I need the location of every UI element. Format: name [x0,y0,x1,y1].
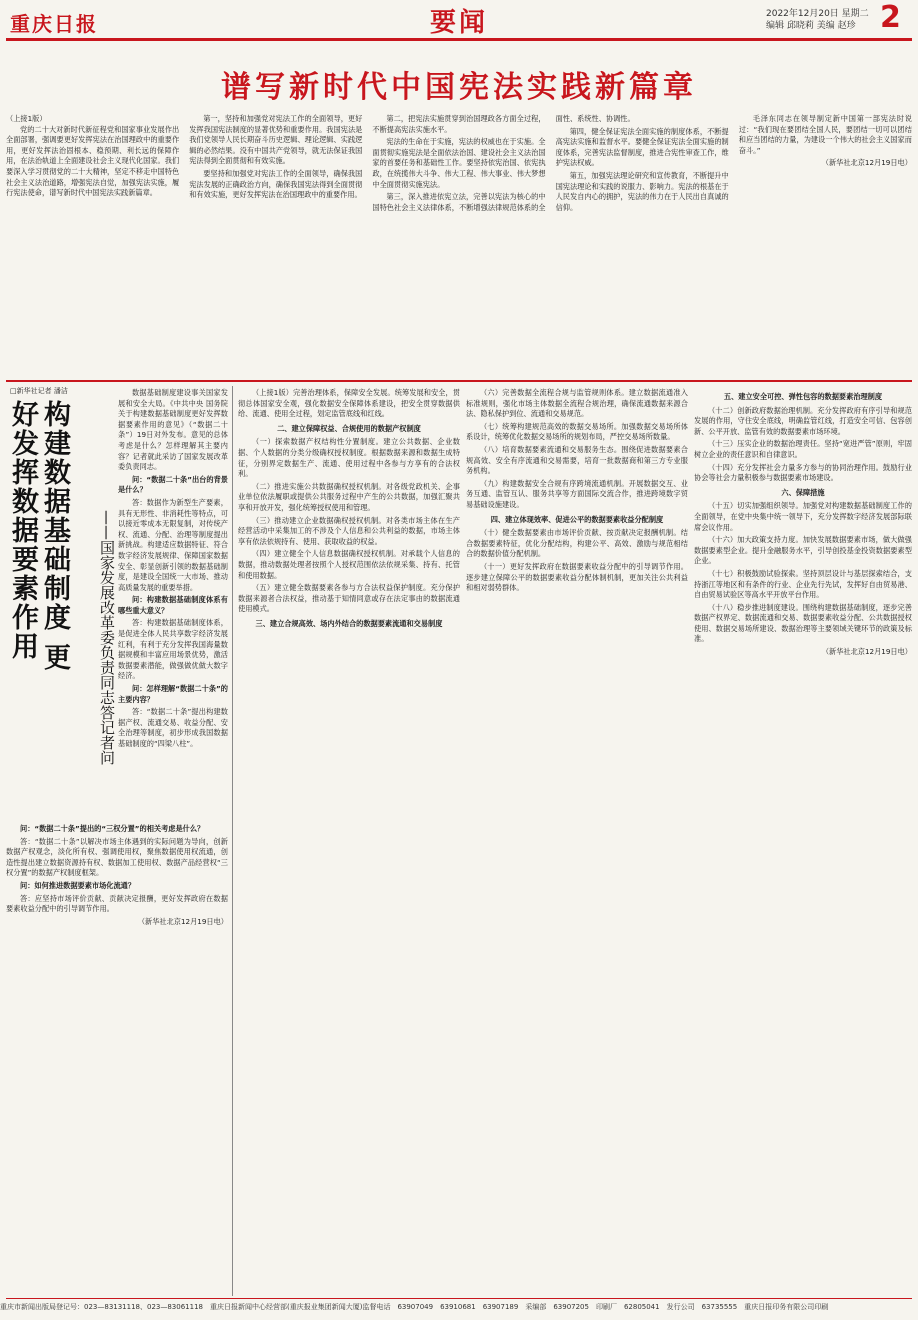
paragraph: （五）建立健全数据要素各参与方合法权益保护制度。充分保护数据来源者合法权益，推动基于知情同意或存在法定事由的数据流通使用模式。 [238,583,460,614]
paragraph: （十六）加大政策支持力度。加快发展数据要素市场，做大做强数据要素型企业。提升金融服务水平，引导创投基金投资数据要素型企业。 [694,535,912,566]
section-heading: 五、建立安全可控、弹性包容的数据要素治理制度 [723,392,883,401]
byline: □新华社记者 潘洁 [10,387,68,395]
article1-body [6,114,912,376]
editors-line: 编辑 邱晓莉 美编 赵珍 [766,21,856,31]
paragraph: 毛泽东同志在领导制定新中国第一部宪法时说过：“我们现在要团结全国人民，要团结一切可以团结和应当团结的力量，为建设一个伟大的社会主义国家而奋斗。” [738,114,912,155]
paragraph: （十）健全数据要素由市场评价贡献、按贡献决定报酬机制。结合数据要素特征，优化分配结构，构建公平、高效、激励与规范相结合的数据价值分配机制。 [466,528,688,559]
paragraph: 第四，健全保证宪法全面实施的制度体系，不断提高宪法实施和监督水平。要健全保证宪法全面实施的制度体系，完善宪法监督制度，推进合宪性审查工作，维护宪法权威。 [555,126,729,168]
paragraph: （八）培育数据要素流通和交易服务生态。围绕促进数据要素合规高效、安全有序流通和交易需要，培育一批数据商和第三方专业服务机构。 [466,444,688,476]
paragraph: （九）构建数据安全合规有序跨境流通机制。开展数据交互、业务互通、监管互认、服务共享等方面国际交流合作，推进跨境数字贸易基础设施建设。 [466,478,688,509]
paragraph: （一）探索数据产权结构性分置制度。建立公共数据、企业数据、个人数据的分类分级确权授权制度。根据数据来源和数据生成特征，分别界定数据生产、流通、使用过程中各参与方享有的合法权利。 [238,437,460,479]
body-column-3 [694,388,912,1296]
date-block [766,8,869,32]
footer: 重庆市新闻出版局登记号：023—83131118、023—83061118 重庆日报新闻中心经营部(重庆报业集团新闻大厦)监督电话 63907049 63910681 63907189 采编部 63907205 印刷厂 62805041 发行公司 63735555 重庆日报印务有限公司印刷 [0,1303,829,1311]
interview-title: 构建数据基础制度 更好发挥数据要素作用 [7,400,70,673]
issue-date: 2022年12月20日 星期二 [766,9,869,19]
newspaper-logo: 重庆日报 [10,12,98,36]
section-heading: 六、保障措施 [781,487,825,497]
answer: 答：“数据二十条”提出构建数据产权、流通交易、收益分配、安全治理等制度，初步形成我国数据基础制度的“四梁八柱”。 [118,707,228,748]
paragraph: 第二，把宪法实施贯穿到治国理政各方面全过程，不断提高宪法实施水平。 [372,114,546,134]
top-divider [6,38,912,41]
question: 问：“数据二十条”出台的背景是什么？ [118,474,228,495]
paragraph: 第一，坚持和加强党对宪法工作的全面领导，更好发挥我国宪法制度的显著优势和重要作用。我国宪法是我们党领导人民长期奋斗历史逻辑、理论逻辑、实践逻辑的必然结果。没有中国共产党领导，就无法保证我国宪法得到全面贯彻和有效实施。 [189,114,363,166]
paragraph: （六）完善数据全流程合规与监管规则体系。建立数据流通准入标准规则，强化市场主体数据全流程合规治理，确保流通数据来源合法、隐私保护到位、流通和交易规范。 [466,388,688,419]
answer: 答：数据作为新型生产要素，具有无形性、非消耗性等特点，可以接近零成本无限复制，对传统产权、流通、分配、治理等制度提出新挑战。构建适应数据特征、符合数字经济发展规律、保障国家数据安全、彰显创新引领的数据基础制度，是建设全国统一大市场、推动高质量发展的重要举措。 [118,497,228,592]
section-divider [6,380,912,382]
masthead [0,0,918,40]
interview-intro [118,388,228,818]
headline: 谱写新时代中国宪法实践新篇章 [221,70,697,105]
answer: 答：应坚持市场评价贡献、贡献决定报酬，更好发挥政府在数据要素收益分配中的引导调节作用。 [6,893,228,914]
article1-text [6,114,912,213]
interview-qa-lower [6,824,228,1294]
paragraph: 宪法的生命在于实施，宪法的权威也在于实施。全面贯彻实施宪法是全面依法治国、建设社会主义法治国家的首要任务和基础性工作。要坚持依宪治国、依宪执政，在统揽伟大斗争、伟大工程、伟大事业、伟大梦想中全面贯彻实施宪法。 [372,137,546,189]
paragraph: （四）建立健全个人信息数据确权授权机制。对承载个人信息的数据，推动数据处理者按照个人授权范围依法依规采集、持有、托管和使用数据。 [238,549,460,580]
body-column-1 [238,388,460,1296]
paragraph: （十一）更好发挥政府在数据要素收益分配中的引导调节作用。逐步建立保障公平的数据要素收益分配体制机制，更加关注公共利益和相对弱势群体。 [466,561,688,593]
paragraph: 第三，深入推进依宪立法，完善以宪法为核心的中国特色社会主义法律体系，不断增强法律规范体系的全面性、系统性、协调性。 [372,114,635,212]
intro-paragraph: 数据基础制度建设事关国家发展和安全大局。《中共中央 国务院关于构建数据基础制度更好发挥数据要素作用的意见》（“数据二十条”）19日对外发布。意见的总体考虑是什么？怎样理解其主要内容？记者就此采访了国家发展改革委负责同志。 [118,388,228,472]
question: 问：“数据二十条”提出的“三权分置”的相关考虑是什么？ [20,824,205,833]
paragraph: 党的二十大对新时代新征程党和国家事业发展作出全面部署，强调要更好发挥宪法在治国理政中的重要作用，更好发挥法治固根本、稳预期、利长远的保障作用，在法治轨道上全面建设社会主义现代化国家。我们要深入学习贯彻党的二十大精神，坚定不移走中国特色社会主义法治道路，增强宪法自觉，加强宪法实施，履行宪法使命，谱写新时代中国宪法实践新篇章。 [6,124,180,198]
question: 问：构建数据基础制度体系有哪些重大意义？ [118,595,228,615]
paragraph: （上接1版）完善治理体系，保障安全发展。统筹发展和安全，贯彻总体国家安全观，强化数据安全保障体系建设，把安全贯穿数据供给、流通、使用全过程，划定监管底线和红线。 [238,388,460,419]
interview-end: （新华社北京12月19日电） [137,916,228,926]
paragraph: （十四）充分发挥社会力量多方参与的协同治理作用。鼓励行业协会等社会力量积极参与数据要素市场建设。 [694,462,912,483]
paragraph: （十七）积极鼓励试验探索。坚持顶层设计与基层探索结合，支持浙江等地区和有条件的行业、企业先行先试，发挥好自由贸易港、自由贸易试验区等高水平开放平台作用。 [694,568,912,600]
section-heading: 二、建立保障权益、合规使用的数据产权制度 [277,423,421,433]
page-number: 2 [880,0,901,35]
paragraph: （十三）压实企业的数据治理责任。坚持“宽进严管”原则，牢固树立企业的责任意识和自律意识。 [694,439,912,459]
section-title: 要闻 [430,8,489,38]
paragraph: 第五，加强宪法理论研究和宣传教育，不断提升中国宪法理论和实践的说服力、影响力。宪法的根基在于人民发自内心的拥护，宪法的伟力在于人民出自真诚的信仰。 [555,170,729,212]
interview-subtitle: ——国家发展改革委负责同志答记者问 [98,510,116,765]
paragraph: （二）推进实施公共数据确权授权机制。对各级党政机关、企事业单位依法履职或提供公共服务过程中产生的公共数据，加强汇聚共享和开放开发，强化统筹授权使用和管理。 [238,481,460,512]
paragraph: （七）统筹构建规范高效的数据交易场所。加强数据交易场所体系设计，统筹优化数据交易场所的规划布局，严控交易场所数量。 [466,421,688,442]
paragraph: （十二）创新政府数据治理机制。充分发挥政府有序引导和规范发展的作用，守住安全底线，明确监管红线，打造安全可信、包容创新、公平开放、监管有效的数据要素市场环境。 [694,405,912,436]
dateline-end: （新华社北京12月19日电） [821,158,912,168]
answer: 答：构建数据基础制度体系，是促进全体人民共享数字经济发展红利，有利于充分发挥我国海量数据规模和丰富应用场景优势，激活数据要素潜能，做强做优做大数字经济。 [118,618,228,681]
section-heading: 三、建立合规高效、场内外结合的数据要素流通和交易制度 [255,618,443,628]
section-heading: 四、建立体现效率、促进公平的数据要素收益分配制度 [490,514,664,524]
paragraph: 要坚持和加强党对宪法工作的全面领导，确保我国宪法发展的正确政治方向，确保我国宪法得到全面贯彻和有效实施，更好发挥宪法在治国理政中的重要作用。 [189,168,363,200]
paragraph: （十八）稳步推进制度建设。围绕构建数据基础制度，逐步完善数据产权界定、数据流通和交易、数据要素收益分配、公共数据授权使用、数据交易场所建设、数据治理等主要领域关键环节的政策及标准。 [694,602,912,644]
answer: 答：“数据二十条”以解决市场主体遇到的实际问题为导向，创新数据产权观念，淡化所有权、强调使用权，聚焦数据使用权流通，创造性提出建立数据资源持有权、数据加工使用权、数据产品经营权“三权分置”的数据产权制度框架。 [6,836,228,878]
column-rule [232,386,233,1296]
paragraph: （十五）切实加强组织领导。加强党对构建数据基础制度工作的全面领导，在党中央集中统一领导下，充分发挥数字经济发展部际联席会议作用。 [694,501,912,532]
dateline: （上接1版） [6,114,47,123]
dateline-end: （新华社北京12月19日电） [821,647,912,657]
body-column-2 [466,388,688,1296]
paragraph: （三）推动建立企业数据确权授权机制。对各类市场主体在生产经营活动中采集加工的不涉及个人信息和公共利益的数据，市场主体享有依法依规持有、使用、获取收益的权益。 [238,515,460,546]
question: 问：怎样理解“数据二十条”的主要内容？ [118,684,228,704]
question: 问：如何推进数据要素市场化流通？ [20,880,136,890]
bottom-divider [6,1298,912,1299]
